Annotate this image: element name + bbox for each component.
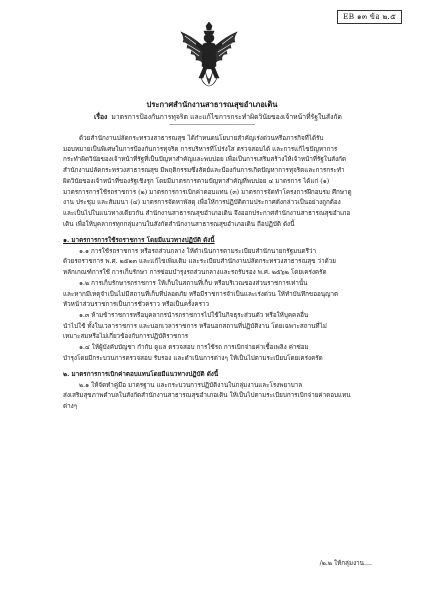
intro-paragraph	[63, 134, 388, 230]
section-1-item-2-line: ๑.๒ การเก็บรักษารถราชการ ให้เก็บในสถานที่เก็บ หรือบริเวณของส่วนราชการเท่านั้น	[79, 279, 308, 287]
subject-label: เรื่อง	[94, 113, 108, 121]
section-2-item-1-line: ๒.๑ ให้จัดทำคู่มือ มาตรฐาน และกระบวนการปฏิบัติงานในกลุ่มงานและโรงพยาบาล	[79, 381, 303, 389]
document-title: ประกาศสำนักงานสาธารณสุขอำเภอเดิน	[146, 100, 278, 109]
section-1-item-1-line: ๑.๑ การใช้รถราชการ หรือรถส่วนกลาง ให้ดำเนินการตามระเบียบสำนักนายกรัฐมนตรีว่า	[79, 247, 317, 255]
section-1-item-4-line: บำรุงโดยมีกระบวนการตรวจสอบ รับรอง และดำเนินการต่างๆ ให้เป็นไปตามระเบียบโดยเคร่งครัด	[63, 354, 323, 362]
continuation-marker: /๒.๒ ให้กลุ่มงาน....	[319, 560, 372, 567]
subject-text: มาตรการป้องกันการทุจริต และแก้ไขการกระทำผิดวินัยของเจ้าหน้าที่รัฐในสังกัด	[111, 113, 342, 121]
section-1-heading: ๑. มาตรการการใช้รถราชการ โดยมีแนวทางปฏิบัติ ดังนี้	[63, 237, 215, 244]
garuda-emblem-icon	[177, 22, 241, 94]
section-2-heading: ๒. มาตรการการเบิกค่าตอบแทนโดยมีแนวทางปฏิบัติ ดังนี้	[63, 371, 219, 378]
section-1-item-3-line: ๑.๓ ห้ามข้าราชการหรือบุคลากรนำรถราชการไปใช้ในกิจธุระส่วนตัว หรือให้บุคคลอื่น	[79, 311, 309, 319]
intro-line: มาตรการการใช้รถราชการ (๒) มาตรการการเบิกค่าตอบแทน (๓) มาตรการจัดทำโครงการฝึกอบรม ศึกษาดู	[63, 188, 352, 196]
intro-line: ผิดวินัยของเจ้าหน้าที่ของรัฐเชิงรุก โดยมีมาตรการตามปัญหาสำคัญที่พบบ่อย ๔ มาตรการ ได้แก่ (๑)	[63, 177, 330, 185]
intro-line: ด้วยสำนักงานปลัดกระทรวงสาธารณสุข ได้กำหนดนโยบายสำคัญเร่งด่วนหรือภารกิจที่ได้รับ	[79, 135, 324, 142]
intro-line: และเป็นไปในแนวทางเดียวกัน สำนักงานสาธารณสุขอำเภอเดิน จึงออกประกาศสำนักงานสาธารณสุขอำเภอ	[63, 209, 351, 217]
intro-line: มอบหมายเป็นพิเศษในการป้องกันการทุจริต การบริหารที่โปร่งใส ตรวจสอบได้ และการแก้ไขปัญหาการ	[63, 145, 338, 153]
section-1	[63, 236, 388, 364]
intro-line: กระทำผิดวินัยของเจ้าหน้าที่รัฐที่เป็นปัญหาสำคัญและพบบ่อย เพื่อเป็นการเสริมสร้างให้เจ้าหน้าที่รัฐในสังกัด	[63, 156, 347, 164]
intro-line: สำนักงานปลัดกระทรวงสาธารณสุข มีพฤติกรรมซึ่งสัตย์และป้องกันการเกิดปัญหาการทุจริตและการกระทำ	[63, 167, 345, 175]
section-1-item-1-line: หลักเกณฑ์การใช้ การเก็บรักษา การซ่อมบำรุงรถส่วนกลางและรถรับรอง พ.ศ. ๒๕๖๒ โดยเคร่งครัด	[63, 269, 327, 277]
section-1-item-3-line: นำไปใช้ ทั้งในเวลาราชการ และนอกเวลาราชการ หรือนอกสถานที่ปฏิบัติงาน โดยเฉพาะสถานที่ไม่	[63, 322, 327, 330]
divider: --------------------------------------------------------	[169, 121, 255, 128]
section-1-item-4-line: ๑.๔ ให้ผู้บังคับบัญชา กำกับ ดูแล ตรวจสอบ การใช้รถ การเบิกจ่ายค่าเชื้อเพลิง ค่าซ่อม	[79, 344, 309, 352]
section-2	[63, 370, 388, 413]
section-1-item-1-line: ด้วยรถราชการ พ.ศ. ๒๕๒๓ และแก้ไขเพิ่มเติม และระเบียบสำนักงานปลัดกระทรวงสาธารณสุข ว่าด้วย	[63, 258, 336, 266]
section-1-item-3-line: เหมาะสมหรือไม่เกี่ยวข้องกับการปฏิบัติราชการ	[63, 333, 189, 341]
section-2-item-1-line: ส่งเสริมสุขภาพตำบลในสังกัดสำนักงานสาธารณสุขอำเภอเดิน ให้เป็นไปตามระเบียบการเบิกจ่ายค่าตอบแทน	[63, 392, 351, 400]
section-2-item-1-line: ต่างๆ	[63, 403, 78, 411]
intro-line: เดิน เพื่อให้บุคลากรทุกกลุ่มงานในสังกัดสำนักงานสาธารณสุขอำเภอเดิน ถือปฏิบัติ ดังนี้	[63, 220, 295, 228]
reference-number-box: EB ๑๓ ข้อ ๒.๕	[337, 10, 402, 24]
intro-line: งาน ประชุม และสัมมนา (๔) มาตรการจัดหาพัสดุ เพื่อให้การปฏิบัติตามประกาศดังกล่าวเป็นอย่างถูกต้อง	[63, 199, 341, 207]
section-1-item-2-line: หัวหน้าส่วนราชการเป็นการชั่วคราว หรือเป็นครั้งคราว	[63, 301, 210, 309]
section-1-item-2-line: และหากมีเหตุจำเป็นไม่มีสถานที่เก็บที่ปลอดภัย หรือมีราชการจำเป็นและเร่งด่วน ให้ทำบันทึกขออนุญาต	[63, 290, 339, 298]
